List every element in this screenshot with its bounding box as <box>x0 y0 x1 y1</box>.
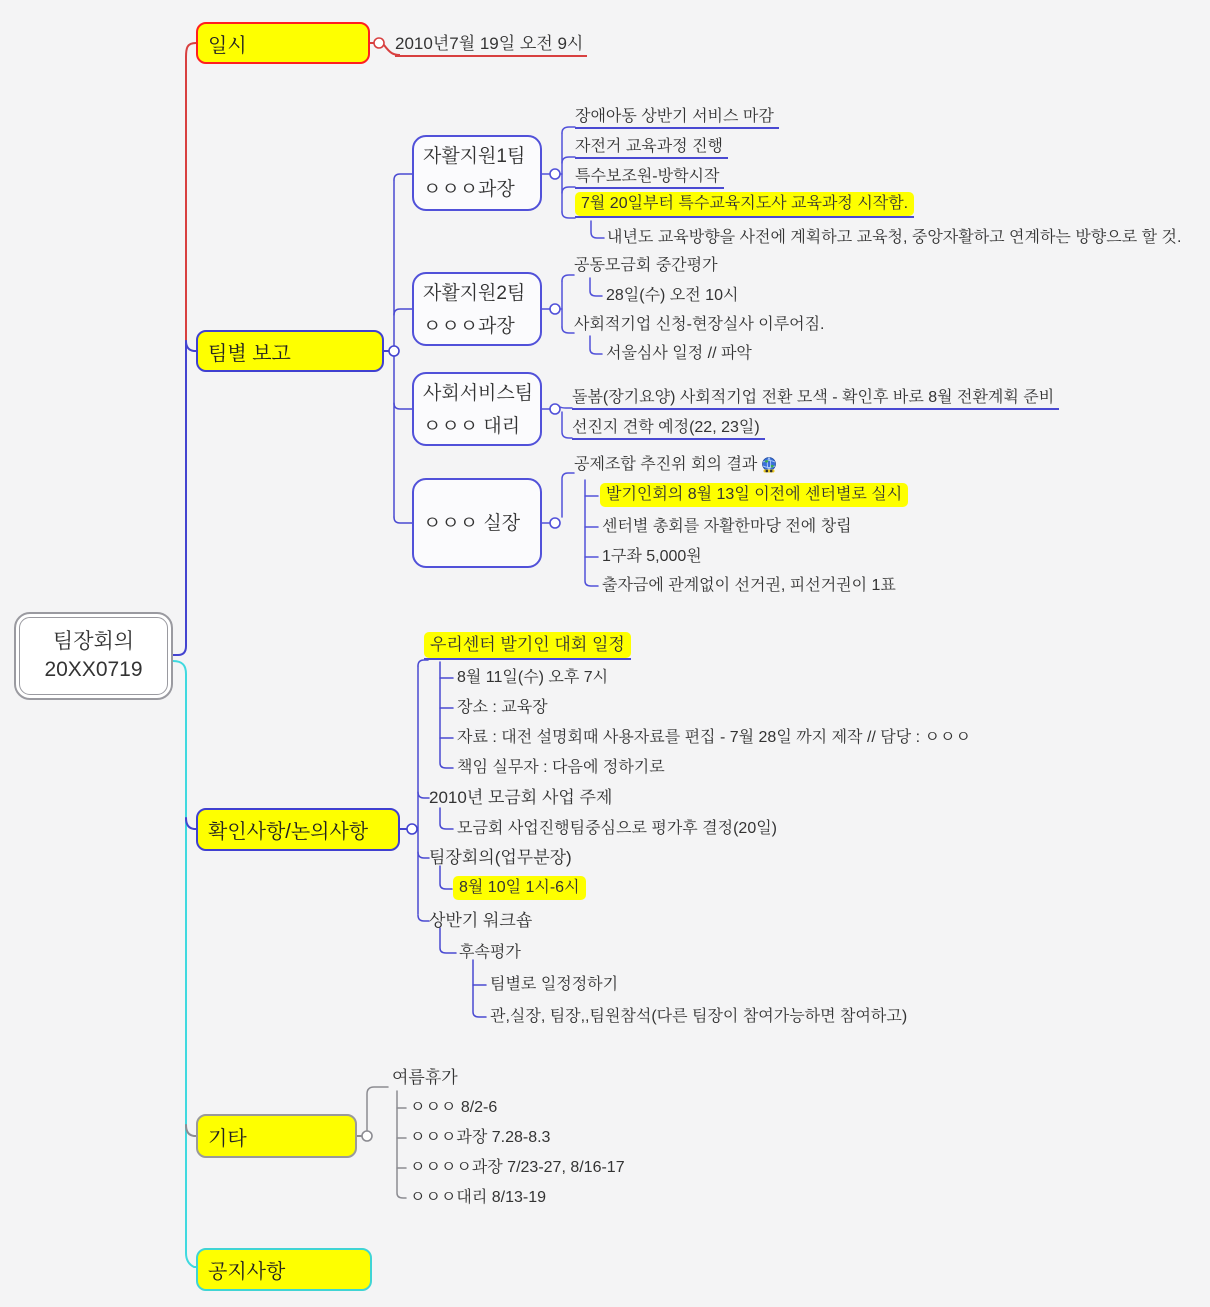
review-topic3-sub-highlight: 8월 10일 1시-6시 <box>453 876 586 900</box>
fold-handle-team4[interactable] <box>550 518 560 528</box>
node-meeting-datetime[interactable]: 2010년7월 19일 오전 9시 <box>395 33 587 57</box>
team1-item4-highlight: 7월 20일부터 특수교육지도사 교육과정 시작함. <box>575 192 914 216</box>
team4-sub1-highlight: 발기인회의 8월 13일 이전에 센터별로 실시 <box>600 483 908 507</box>
edge-lower-trunk <box>173 661 196 1267</box>
fold-handle-etc[interactable] <box>362 1131 372 1141</box>
team3-manager: ㅇㅇㅇ 대리 <box>423 416 521 437</box>
fold-handle-team2[interactable] <box>550 304 560 314</box>
fold-handle-ilsi[interactable] <box>374 38 384 48</box>
node-etc-item4[interactable]: ㅇㅇㅇ대리 8/13-19 <box>410 1189 546 1206</box>
node-review-topic1[interactable] <box>424 632 631 660</box>
node-review-topic4-sub-item1[interactable]: 팀별로 일정정하기 <box>490 976 619 993</box>
node-team1-item3[interactable]: 특수보조원-방학시작 <box>575 167 724 189</box>
edge-ilsi <box>186 43 400 341</box>
node-team1[interactable] <box>412 135 542 211</box>
node-review-topic1-sub4[interactable]: 책임 실무자 : 다음에 정하기로 <box>457 759 665 776</box>
branch-teams-label: 팀별 보고 <box>208 342 291 365</box>
root-node[interactable] <box>14 612 173 700</box>
node-review-topic4-sub[interactable]: 후속평가 <box>459 944 521 961</box>
team4-name: ㅇㅇㅇ 실장 <box>423 512 521 534</box>
node-team2-item1-sub[interactable]: 28일(수) 오전 10시 <box>606 287 739 304</box>
edge-etc-children <box>367 1087 406 1198</box>
node-team4-sub1[interactable] <box>600 483 908 507</box>
team2-manager: ㅇㅇㅇ과장 <box>423 316 515 337</box>
branch-teams[interactable] <box>196 330 384 372</box>
node-review-topic3-sub[interactable] <box>453 876 586 900</box>
fold-handle-team3[interactable] <box>550 404 560 414</box>
edge-team4-children <box>542 473 598 586</box>
branch-ilsi-label: 일시 <box>208 34 247 57</box>
node-team3[interactable] <box>412 372 542 446</box>
fold-handle-teams[interactable] <box>389 346 399 356</box>
root-title-line2: 20XX0719 <box>44 658 143 681</box>
node-team2-item2-sub[interactable]: 서울심사 일정 // 파악 <box>606 345 752 362</box>
node-review-topic2-sub[interactable]: 모금회 사업진행팀중심으로 평가후 결정(20일) <box>457 820 777 837</box>
root-node-inner <box>19 617 168 695</box>
node-etc-item2[interactable]: ㅇㅇㅇ과장 7.28-8.3 <box>410 1129 551 1146</box>
branch-etc[interactable] <box>196 1114 357 1158</box>
node-team1-item2[interactable]: 자전거 교육과정 진행 <box>575 137 728 159</box>
node-team3-item2[interactable]: 선진지 견학 예정(22, 23일) <box>572 418 765 440</box>
branch-notice-label: 공지사항 <box>208 1261 286 1283</box>
node-review-topic1-sub1[interactable]: 8월 11일(수) 오후 7시 <box>457 669 609 686</box>
fold-handle-team1[interactable] <box>550 169 560 179</box>
team4-item1-text: 공제조합 추진위 회의 결과 <box>574 456 758 473</box>
node-team4-sub3[interactable]: 1구좌 5,000원 <box>602 548 702 565</box>
node-team1-item1[interactable]: 장애아동 상반기 서비스 마감 <box>575 107 779 129</box>
node-etc-topic[interactable]: 여름휴가 <box>392 1068 458 1087</box>
team3-name: 사회서비스팀 <box>423 383 534 404</box>
node-team4[interactable] <box>412 478 542 568</box>
node-team2-item1[interactable]: 공동모금회 중간평가 <box>574 257 718 274</box>
node-etc-item1[interactable]: ㅇㅇㅇ 8/2-6 <box>410 1099 498 1116</box>
root-title-line1: 팀장회의 <box>52 630 135 653</box>
globe-icon <box>760 456 778 474</box>
node-team1-item4-sub[interactable]: 내년도 교육방향을 사전에 계획하고 교육청, 중앙자활하고 연계하는 방향으로 할 것. <box>607 229 1182 246</box>
fold-handle-review[interactable] <box>407 824 417 834</box>
branch-ilsi[interactable] <box>196 22 370 64</box>
branch-notice[interactable] <box>196 1248 372 1291</box>
branch-review-label: 확인사항/논의사항 <box>208 821 369 843</box>
review-topic1-highlight: 우리센터 발기인 대회 일정 <box>424 632 631 658</box>
node-team2[interactable] <box>412 272 542 346</box>
node-team4-sub4[interactable]: 출자금에 관계없이 선거권, 피선거권이 1표 <box>602 577 896 594</box>
node-review-topic2[interactable]: 2010년 모금회 사업 주제 <box>429 788 613 807</box>
node-team4-item1[interactable] <box>574 455 778 475</box>
node-review-topic1-sub2[interactable]: 장소 : 교육장 <box>457 699 548 716</box>
node-team1-item4[interactable] <box>575 192 914 218</box>
node-review-topic4[interactable]: 상반기 워크숍 <box>429 911 533 930</box>
node-review-topic1-sub3[interactable]: 자료 : 대전 설명회때 사용자료를 편집 - 7월 28일 까지 제작 // 담당 : ㅇㅇㅇ <box>457 729 971 746</box>
node-team2-item2[interactable]: 사회적기업 신청-현장실사 이루어짐. <box>574 316 825 333</box>
node-review-topic3[interactable]: 팀장회의(업무분장) <box>429 848 572 867</box>
node-review-topic4-sub-item2[interactable]: 관,실장, 팀장,,팀원참석(다른 팀장이 참여가능하면 참여하고) <box>490 1008 908 1025</box>
node-team4-sub2[interactable]: 센터별 총회를 자활한마당 전에 창립 <box>602 518 852 535</box>
branch-review[interactable] <box>196 808 400 851</box>
team2-name: 자활지원2팀 <box>423 283 526 304</box>
edge-teams <box>173 341 389 655</box>
branch-etc-label: 기타 <box>208 1127 247 1150</box>
node-etc-item3[interactable]: ㅇㅇㅇㅇ과장 7/23-27, 8/16-17 <box>410 1159 625 1176</box>
team1-name: 자활지원1팀 <box>423 146 526 167</box>
team1-manager: ㅇㅇㅇ과장 <box>423 179 515 200</box>
node-team3-item1[interactable]: 돌봄(장기요양) 사회적기업 전환 모색 - 확인후 바로 8월 전환계획 준비 <box>572 388 1059 410</box>
